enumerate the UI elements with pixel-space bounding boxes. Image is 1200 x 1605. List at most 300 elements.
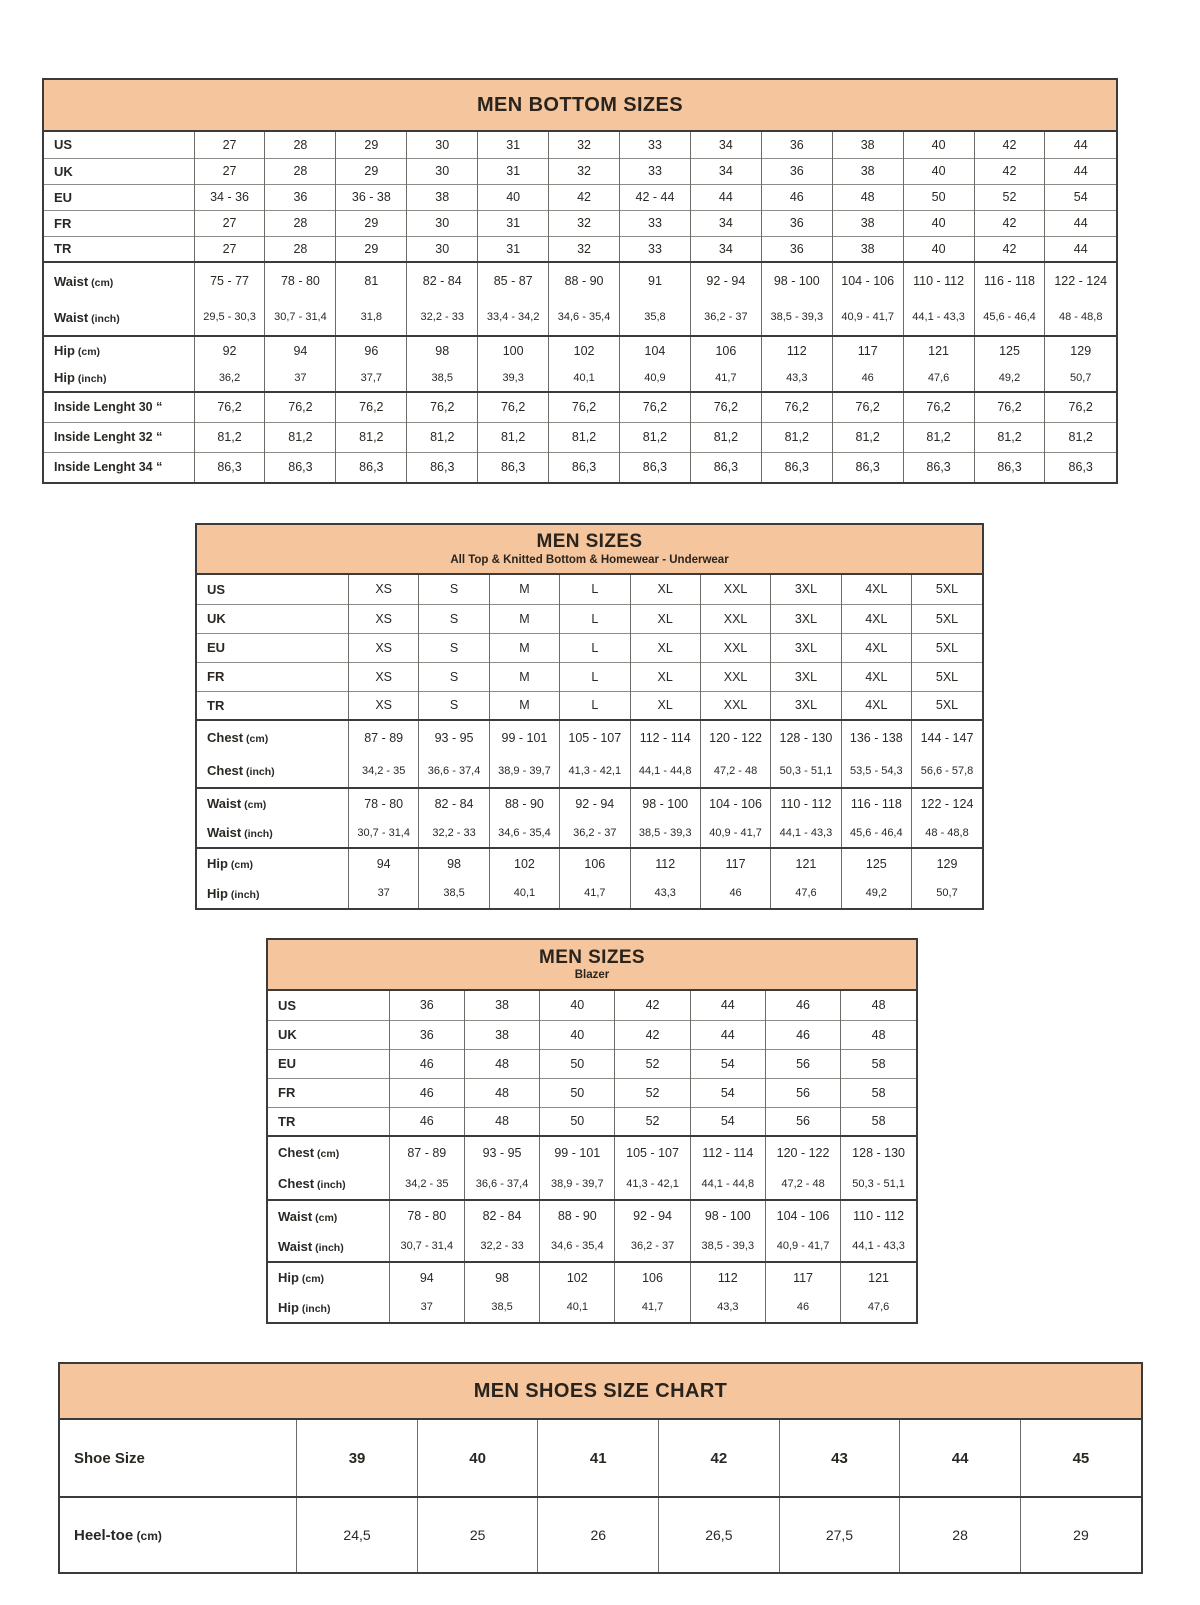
table-row bbox=[197, 633, 982, 662]
cell-value: 34,6 - 35,4 bbox=[549, 299, 620, 336]
cell-value: 38 bbox=[832, 210, 903, 236]
cell-value: XL bbox=[630, 575, 700, 604]
cell-value: XXL bbox=[700, 691, 770, 720]
cell-value: L bbox=[560, 633, 630, 662]
cell-value: 81,2 bbox=[407, 422, 478, 452]
cell-value: 27 bbox=[194, 132, 265, 158]
cell-value: 40 bbox=[540, 1020, 615, 1049]
cell-value: 86,3 bbox=[549, 452, 620, 482]
cell-value: 98 - 100 bbox=[761, 262, 832, 299]
table-row bbox=[197, 818, 982, 848]
cell-value: 40,1 bbox=[489, 878, 559, 908]
cell-value: 5XL bbox=[912, 633, 983, 662]
cell-value: 91 bbox=[620, 262, 691, 299]
size-grid bbox=[44, 132, 1116, 482]
cell-value: 34,2 - 35 bbox=[389, 1168, 464, 1200]
cell-value: 27 bbox=[194, 158, 265, 184]
cell-value: 129 bbox=[1045, 336, 1116, 364]
cell-value: 3XL bbox=[771, 662, 841, 691]
table-row bbox=[268, 991, 916, 1020]
cell-value: 36,2 bbox=[194, 364, 265, 392]
cell-value: 34 bbox=[690, 236, 761, 262]
cell-value: 33 bbox=[620, 210, 691, 236]
cell-value: 116 - 118 bbox=[974, 262, 1045, 299]
cell-value: L bbox=[560, 662, 630, 691]
cell-value: 4XL bbox=[841, 691, 911, 720]
cell-value: 34,6 - 35,4 bbox=[540, 1231, 615, 1262]
row-label: FR bbox=[268, 1078, 389, 1107]
table-row bbox=[44, 422, 1116, 452]
row-label: Chest (inch) bbox=[278, 1176, 346, 1191]
cell-value: 50 bbox=[540, 1078, 615, 1107]
cell-value: 27 bbox=[194, 210, 265, 236]
row-label: Waist (cm) bbox=[207, 796, 267, 811]
row-label: FR bbox=[44, 210, 194, 236]
cell-value: 86,3 bbox=[690, 452, 761, 482]
cell-value: 48 bbox=[841, 1020, 916, 1049]
cell-value: 29 bbox=[336, 210, 407, 236]
cell-value: 36 bbox=[761, 236, 832, 262]
cell-value: 35,8 bbox=[620, 299, 691, 336]
cell-value: 32 bbox=[549, 132, 620, 158]
row-label: UK bbox=[197, 604, 349, 633]
cell-value: 92 bbox=[194, 336, 265, 364]
cell-value: M bbox=[489, 691, 559, 720]
cell-value: 42 bbox=[549, 184, 620, 210]
cell-value: 44 bbox=[1045, 158, 1116, 184]
cell-value: 47,2 - 48 bbox=[700, 754, 770, 788]
cell-value: 37 bbox=[265, 364, 336, 392]
table-row bbox=[268, 1231, 916, 1262]
row-label: TR bbox=[268, 1107, 389, 1136]
cell-value: 44 bbox=[690, 184, 761, 210]
cell-value: 96 bbox=[336, 336, 407, 364]
cell-value: 29 bbox=[336, 158, 407, 184]
cell-value: 36 bbox=[761, 132, 832, 158]
cell-value: 98 - 100 bbox=[690, 1200, 765, 1231]
cell-value: 28 bbox=[265, 236, 336, 262]
cell-value: 5XL bbox=[912, 575, 983, 604]
cell-value: 41,3 - 42,1 bbox=[615, 1168, 690, 1200]
cell-value: XL bbox=[630, 662, 700, 691]
cell-value: 40 bbox=[903, 158, 974, 184]
men-shoes-size-chart-table bbox=[58, 1362, 1143, 1574]
cell-value: 128 - 130 bbox=[841, 1136, 916, 1168]
cell-value: XL bbox=[630, 604, 700, 633]
cell-value: XXL bbox=[700, 662, 770, 691]
table-row bbox=[44, 262, 1116, 299]
cell-value: 112 bbox=[690, 1262, 765, 1292]
cell-value: 105 - 107 bbox=[615, 1136, 690, 1168]
cell-value: 117 bbox=[765, 1262, 840, 1292]
cell-value: 106 bbox=[560, 848, 630, 878]
cell-value: 38,5 bbox=[407, 364, 478, 392]
cell-value: 28 bbox=[265, 158, 336, 184]
cell-value: 136 - 138 bbox=[841, 720, 911, 754]
cell-value: 5XL bbox=[912, 604, 983, 633]
cell-value: S bbox=[419, 633, 489, 662]
cell-value: 42 - 44 bbox=[620, 184, 691, 210]
cell-value: 56 bbox=[765, 1078, 840, 1107]
table-row bbox=[44, 184, 1116, 210]
cell-value: 39,3 bbox=[478, 364, 549, 392]
cell-value: 3XL bbox=[771, 575, 841, 604]
cell-value: 100 bbox=[478, 336, 549, 364]
cell-value: 34 bbox=[690, 158, 761, 184]
table-row bbox=[60, 1497, 1141, 1572]
row-label: Inside Lenght 34 “ bbox=[44, 452, 194, 482]
row-label: Waist (inch) bbox=[54, 309, 120, 325]
cell-value: 40,1 bbox=[540, 1292, 615, 1322]
cell-value: 46 bbox=[765, 991, 840, 1020]
cell-value: 122 - 124 bbox=[912, 788, 983, 818]
row-label: UK bbox=[44, 158, 194, 184]
cell-value: 36 bbox=[389, 991, 464, 1020]
table-header-band bbox=[60, 1364, 1141, 1420]
cell-value: 36 - 38 bbox=[336, 184, 407, 210]
cell-value: 30 bbox=[407, 132, 478, 158]
cell-value: 30,7 - 31,4 bbox=[389, 1231, 464, 1262]
cell-value: 144 - 147 bbox=[912, 720, 983, 754]
cell-value: 58 bbox=[841, 1107, 916, 1136]
cell-value: 40,9 bbox=[620, 364, 691, 392]
cell-value: 44 bbox=[1045, 132, 1116, 158]
cell-value: 75 - 77 bbox=[194, 262, 265, 299]
table-title: MEN SIZES bbox=[538, 946, 645, 968]
table-subtitle: All Top & Knitted Bottom & Homewear - Underwear bbox=[450, 553, 729, 566]
cell-value: 102 bbox=[549, 336, 620, 364]
cell-value: 40 bbox=[903, 236, 974, 262]
cell-value: 30,7 - 31,4 bbox=[349, 818, 419, 848]
cell-value: 36,2 - 37 bbox=[690, 299, 761, 336]
cell-value: 4XL bbox=[841, 633, 911, 662]
men-bottom-sizes-table bbox=[42, 78, 1118, 484]
cell-value: 3XL bbox=[771, 691, 841, 720]
cell-value: 56,6 - 57,8 bbox=[912, 754, 983, 788]
cell-value: 106 bbox=[615, 1262, 690, 1292]
cell-value: 112 bbox=[761, 336, 832, 364]
cell-value: 29 bbox=[336, 236, 407, 262]
cell-value: 38,5 bbox=[464, 1292, 539, 1322]
cell-value: 117 bbox=[700, 848, 770, 878]
cell-value: 76,2 bbox=[974, 392, 1045, 422]
cell-value: M bbox=[489, 662, 559, 691]
cell-value: 25 bbox=[417, 1497, 538, 1572]
cell-value: 32 bbox=[549, 158, 620, 184]
table-row bbox=[44, 299, 1116, 336]
cell-value: XL bbox=[630, 633, 700, 662]
cell-value: XXL bbox=[700, 604, 770, 633]
cell-value: 86,3 bbox=[478, 452, 549, 482]
cell-value: 42 bbox=[974, 236, 1045, 262]
cell-value: 94 bbox=[349, 848, 419, 878]
cell-value: 44 bbox=[1045, 210, 1116, 236]
cell-value: 41,7 bbox=[615, 1292, 690, 1322]
cell-value: 81,2 bbox=[690, 422, 761, 452]
cell-value: 98 - 100 bbox=[630, 788, 700, 818]
cell-value: 29,5 - 30,3 bbox=[194, 299, 265, 336]
cell-value: 30,7 - 31,4 bbox=[265, 299, 336, 336]
cell-value: 52 bbox=[615, 1049, 690, 1078]
cell-value: 30 bbox=[407, 210, 478, 236]
cell-value: 58 bbox=[841, 1049, 916, 1078]
cell-value: 44,1 - 44,8 bbox=[690, 1168, 765, 1200]
cell-value: 76,2 bbox=[620, 392, 691, 422]
cell-value: 82 - 84 bbox=[407, 262, 478, 299]
table-row bbox=[268, 1292, 916, 1322]
cell-value: 41 bbox=[538, 1420, 659, 1497]
table-title: MEN SHOES SIZE CHART bbox=[473, 1379, 728, 1402]
cell-value: 48 - 48,8 bbox=[1045, 299, 1116, 336]
cell-value: 28 bbox=[265, 210, 336, 236]
cell-value: 112 - 114 bbox=[630, 720, 700, 754]
cell-value: 76,2 bbox=[1045, 392, 1116, 422]
cell-value: 38,9 - 39,7 bbox=[540, 1168, 615, 1200]
table-row bbox=[60, 1420, 1141, 1497]
cell-value: 45,6 - 46,4 bbox=[974, 299, 1045, 336]
cell-value: 44,1 - 43,3 bbox=[841, 1231, 916, 1262]
cell-value: 54 bbox=[690, 1078, 765, 1107]
cell-value: 81,2 bbox=[832, 422, 903, 452]
cell-value: 31 bbox=[478, 132, 549, 158]
cell-value: 112 - 114 bbox=[690, 1136, 765, 1168]
table-row bbox=[197, 662, 982, 691]
cell-value: 128 - 130 bbox=[771, 720, 841, 754]
cell-value: 47,6 bbox=[841, 1292, 916, 1322]
cell-value: 81,2 bbox=[478, 422, 549, 452]
cell-value: 49,2 bbox=[974, 364, 1045, 392]
cell-value: 33,4 - 34,2 bbox=[478, 299, 549, 336]
size-grid bbox=[268, 991, 916, 1322]
cell-value: 121 bbox=[841, 1262, 916, 1292]
cell-value: 46 bbox=[389, 1107, 464, 1136]
table-row bbox=[268, 1078, 916, 1107]
cell-value: 99 - 101 bbox=[489, 720, 559, 754]
cell-value: 48 - 48,8 bbox=[912, 818, 983, 848]
cell-value: 106 bbox=[690, 336, 761, 364]
cell-value: 48 bbox=[464, 1049, 539, 1078]
cell-value: 36 bbox=[761, 210, 832, 236]
cell-value: 50 bbox=[540, 1107, 615, 1136]
cell-value: 98 bbox=[464, 1262, 539, 1292]
cell-value: 99 - 101 bbox=[540, 1136, 615, 1168]
cell-value: M bbox=[489, 633, 559, 662]
cell-value: 110 - 112 bbox=[903, 262, 974, 299]
cell-value: 38 bbox=[832, 132, 903, 158]
cell-value: 40 bbox=[903, 132, 974, 158]
cell-value: 33 bbox=[620, 158, 691, 184]
cell-value: 38,5 - 39,3 bbox=[630, 818, 700, 848]
row-label: Hip (cm) bbox=[207, 856, 254, 871]
cell-value: 86,3 bbox=[903, 452, 974, 482]
cell-value: 36,6 - 37,4 bbox=[419, 754, 489, 788]
cell-value: 43,3 bbox=[630, 878, 700, 908]
cell-value: 38,5 - 39,3 bbox=[761, 299, 832, 336]
row-label: Waist (inch) bbox=[278, 1238, 344, 1254]
cell-value: 33 bbox=[620, 236, 691, 262]
cell-value: 86,3 bbox=[832, 452, 903, 482]
table-row bbox=[197, 754, 982, 788]
cell-value: 104 bbox=[620, 336, 691, 364]
cell-value: 28 bbox=[265, 132, 336, 158]
cell-value: XXL bbox=[700, 575, 770, 604]
cell-value: 36,6 - 37,4 bbox=[464, 1168, 539, 1200]
cell-value: 78 - 80 bbox=[349, 788, 419, 818]
cell-value: 34 bbox=[690, 132, 761, 158]
cell-value: 87 - 89 bbox=[389, 1136, 464, 1168]
cell-value: 48 bbox=[464, 1107, 539, 1136]
cell-value: 76,2 bbox=[832, 392, 903, 422]
cell-value: 3XL bbox=[771, 604, 841, 633]
row-label: Chest (cm) bbox=[278, 1145, 340, 1160]
cell-value: 38 bbox=[464, 991, 539, 1020]
cell-value: 46 bbox=[832, 364, 903, 392]
cell-value: 102 bbox=[489, 848, 559, 878]
cell-value: 30 bbox=[407, 236, 478, 262]
cell-value: 37 bbox=[389, 1292, 464, 1322]
cell-value: 26 bbox=[538, 1497, 659, 1572]
cell-value: L bbox=[560, 604, 630, 633]
cell-value: 31,8 bbox=[336, 299, 407, 336]
cell-value: 3XL bbox=[771, 633, 841, 662]
cell-value: 38 bbox=[407, 184, 478, 210]
cell-value: S bbox=[419, 662, 489, 691]
table-row bbox=[44, 132, 1116, 158]
cell-value: 46 bbox=[389, 1049, 464, 1078]
cell-value: 40,9 - 41,7 bbox=[700, 818, 770, 848]
row-label: Hip (cm) bbox=[54, 343, 101, 358]
row-label: Waist (cm) bbox=[54, 273, 114, 289]
cell-value: 40 bbox=[540, 991, 615, 1020]
cell-value: 92 - 94 bbox=[615, 1200, 690, 1231]
cell-value: 44,1 - 43,3 bbox=[771, 818, 841, 848]
cell-value: 47,6 bbox=[771, 878, 841, 908]
cell-value: 40,1 bbox=[549, 364, 620, 392]
row-label: US bbox=[278, 997, 297, 1013]
cell-value: 44 bbox=[1045, 236, 1116, 262]
cell-value: 76,2 bbox=[549, 392, 620, 422]
table-row bbox=[44, 158, 1116, 184]
cell-value: 36 bbox=[761, 158, 832, 184]
cell-value: 48 bbox=[841, 991, 916, 1020]
row-label: US bbox=[207, 581, 226, 597]
cell-value: 37,7 bbox=[336, 364, 407, 392]
cell-value: 88 - 90 bbox=[489, 788, 559, 818]
men-sizes-blazer-table bbox=[266, 938, 918, 1324]
cell-value: S bbox=[419, 691, 489, 720]
cell-value: 44 bbox=[900, 1420, 1021, 1497]
cell-value: 46 bbox=[765, 1020, 840, 1049]
cell-value: 52 bbox=[974, 184, 1045, 210]
cell-value: 34,2 - 35 bbox=[349, 754, 419, 788]
row-label: TR bbox=[44, 236, 194, 262]
cell-value: 44,1 - 43,3 bbox=[903, 299, 974, 336]
cell-value: L bbox=[560, 691, 630, 720]
cell-value: 76,2 bbox=[265, 392, 336, 422]
cell-value: 105 - 107 bbox=[560, 720, 630, 754]
row-label: Chest (cm) bbox=[207, 730, 269, 745]
cell-value: 33 bbox=[620, 132, 691, 158]
cell-value: 36 bbox=[389, 1020, 464, 1049]
cell-value: 58 bbox=[841, 1078, 916, 1107]
cell-value: 41,3 - 42,1 bbox=[560, 754, 630, 788]
cell-value: 50,7 bbox=[1045, 364, 1116, 392]
cell-value: 86,3 bbox=[407, 452, 478, 482]
cell-value: 31 bbox=[478, 210, 549, 236]
cell-value: 45,6 - 46,4 bbox=[841, 818, 911, 848]
table-title: MEN SIZES bbox=[536, 531, 643, 553]
table-row bbox=[197, 604, 982, 633]
cell-value: 53,5 - 54,3 bbox=[841, 754, 911, 788]
cell-value: XS bbox=[349, 604, 419, 633]
cell-value: 92 - 94 bbox=[690, 262, 761, 299]
cell-value: 32,2 - 33 bbox=[407, 299, 478, 336]
cell-value: 104 - 106 bbox=[700, 788, 770, 818]
cell-value: 56 bbox=[765, 1049, 840, 1078]
cell-value: 86,3 bbox=[761, 452, 832, 482]
table-row bbox=[268, 1200, 916, 1231]
cell-value: 49,2 bbox=[841, 878, 911, 908]
table-row bbox=[268, 1168, 916, 1200]
row-label: Inside Lenght 30 “ bbox=[54, 400, 163, 415]
cell-value: 116 - 118 bbox=[841, 788, 911, 818]
cell-value: 88 - 90 bbox=[540, 1200, 615, 1231]
table-row bbox=[268, 1020, 916, 1049]
table-header-band bbox=[268, 940, 916, 991]
row-label: Waist (inch) bbox=[207, 825, 273, 840]
table-row bbox=[197, 878, 982, 908]
cell-value: 120 - 122 bbox=[700, 720, 770, 754]
cell-value: 87 - 89 bbox=[349, 720, 419, 754]
cell-value: 38,5 bbox=[419, 878, 489, 908]
cell-value: M bbox=[489, 575, 559, 604]
row-label: Inside Lenght 32 “ bbox=[44, 422, 194, 452]
cell-value: 52 bbox=[615, 1078, 690, 1107]
table-row bbox=[44, 452, 1116, 482]
cell-value: L bbox=[560, 575, 630, 604]
cell-value: 31 bbox=[478, 236, 549, 262]
cell-value: 44 bbox=[690, 991, 765, 1020]
cell-value: 92 - 94 bbox=[560, 788, 630, 818]
row-label: Chest (inch) bbox=[207, 763, 275, 778]
table-row bbox=[44, 392, 1116, 422]
table-header-band bbox=[44, 80, 1116, 132]
cell-value: 48 bbox=[832, 184, 903, 210]
row-label: TR bbox=[197, 691, 349, 720]
cell-value: 86,3 bbox=[1045, 452, 1116, 482]
cell-value: XL bbox=[630, 691, 700, 720]
cell-value: 78 - 80 bbox=[389, 1200, 464, 1231]
cell-value: 81,2 bbox=[620, 422, 691, 452]
cell-value: 50,3 - 51,1 bbox=[771, 754, 841, 788]
table-row bbox=[268, 1049, 916, 1078]
cell-value: 86,3 bbox=[620, 452, 691, 482]
cell-value: 38,9 - 39,7 bbox=[489, 754, 559, 788]
men-sizes-tops-table bbox=[195, 523, 984, 910]
cell-value: 52 bbox=[615, 1107, 690, 1136]
table-row bbox=[197, 691, 982, 720]
table-row bbox=[44, 236, 1116, 262]
cell-value: 36,2 - 37 bbox=[615, 1231, 690, 1262]
cell-value: 85 - 87 bbox=[478, 262, 549, 299]
cell-value: 41,7 bbox=[560, 878, 630, 908]
cell-value: 40 bbox=[478, 184, 549, 210]
cell-value: 4XL bbox=[841, 604, 911, 633]
cell-value: 5XL bbox=[912, 662, 983, 691]
row-label: Hip (inch) bbox=[207, 885, 260, 901]
cell-value: 26,5 bbox=[659, 1497, 780, 1572]
table-row bbox=[197, 788, 982, 818]
